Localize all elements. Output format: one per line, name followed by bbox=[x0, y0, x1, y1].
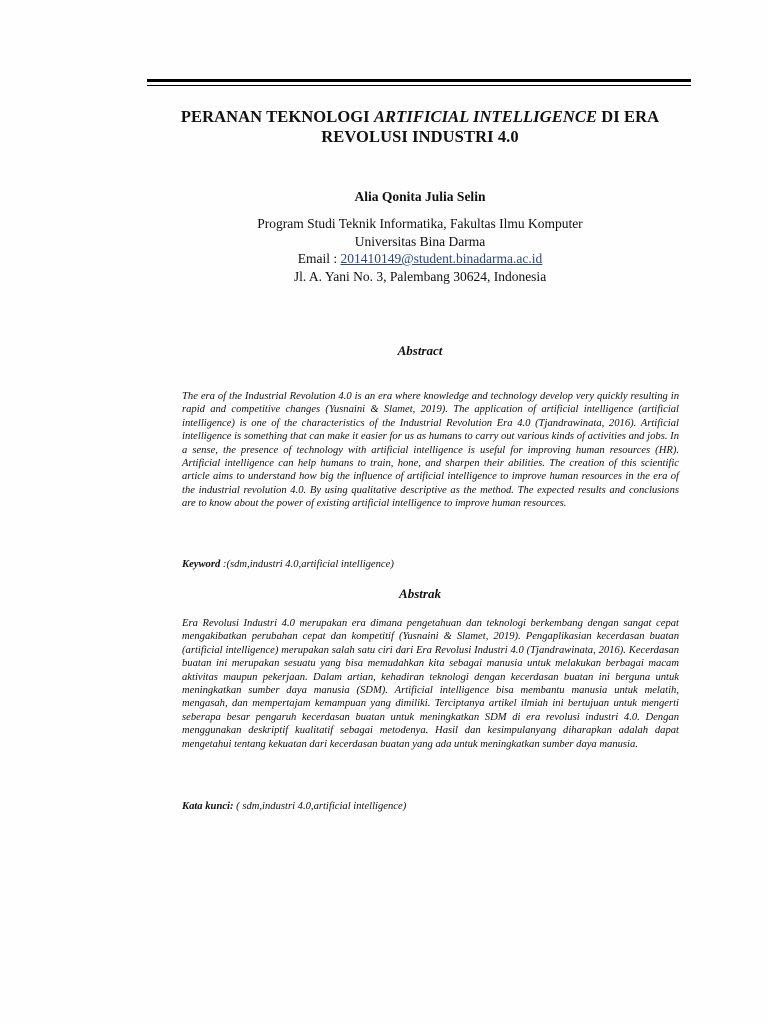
affiliation-block bbox=[150, 215, 690, 285]
abstrak-heading: Abstrak bbox=[399, 586, 441, 601]
title-part-1: PERANAN TEKNOLOGI bbox=[180, 107, 374, 126]
kata-kunci-value: ( sdm,industri 4.0,artificial intelligence) bbox=[233, 801, 407, 812]
affiliation-program: Program Studi Teknik Informatika, Fakultas Ilmu Komputer bbox=[257, 216, 583, 231]
abstract-heading: Abstract bbox=[397, 343, 443, 358]
author-name: Alia Qonita Julia Selin bbox=[354, 189, 486, 204]
affiliation-address: Jl. A. Yani No. 3, Palembang 30624, Indonesia bbox=[293, 268, 547, 284]
title-italic: ARTIFICIAL INTELLIGENCE bbox=[373, 107, 598, 126]
title-line-1 bbox=[150, 107, 690, 127]
email-label: Email : bbox=[297, 251, 341, 266]
kata-kunci-label: Kata kunci: bbox=[182, 801, 234, 812]
keyword-value: :(sdm,industri 4.0,artificial intelligence) bbox=[220, 559, 394, 570]
affiliation-email-line bbox=[150, 250, 690, 268]
title-part-2: DI ERA bbox=[597, 107, 660, 126]
kata-kunci-line bbox=[182, 801, 679, 812]
abstract-text: The era of the Industrial Revolution 4.0 is an era where knowledge and technology develop very quickly resulting in rapid and competitive changes (Yusnaini & Slamet, 2019). The application of artificial intelligence (artificial intelligence) is one of the characteristics of the Industrial Revolution Era 4.0 (Tjandrawinata, 2016). Artificial intelligence is something that can make it easier for us as humans to carry out various kinds of activities and jobs. In a sense, the presence of technology with artificial intelligence is useful for improving human resources (HR). Artificial intelligence can help humans to train, hone, and sharpen their abilities. The creation of this scientific article aims to understand how big the influence of artificial intelligence to improve human resources in the era of the industrial revolution 4.0. By using qualitative descriptive as the method. The expected results and conclusions are to know about the power of existing artificial intelligence to improve human resources. bbox=[182, 391, 679, 510]
header-rule-thick bbox=[147, 79, 691, 82]
header-rule-thin bbox=[147, 85, 691, 86]
paper-title bbox=[150, 107, 690, 147]
email-link[interactable]: 201410149@student.binadarma.ac.id bbox=[340, 251, 543, 266]
keyword-label: Keyword bbox=[182, 559, 221, 570]
affiliation-university: Universitas Bina Darma bbox=[354, 233, 486, 249]
abstrak-text: Era Revolusi Industri 4.0 merupakan era dimana pengetahuan dan teknologi berkembang dengan sangat cepat mengakibatkan perubahan cepat dan kompetitif (Yusnaini & Slamet, 2019). Pengaplikasian kecerdasan buatan (artificial intelligence) merupakan salah satu ciri dari Era Revolusi Industri 4.0 (Tjandrawinata, 2016). Kecerdasan buatan ini merupakan sesuatu yang bisa memudahkan kita sebagai manusia untuk melakukan berbagai macam aktivitas maupun pekerjaan. Dalam artian, kehadiran teknologi dengan kecerdasan buatan ini berguna untuk meningkatkan sumber daya manusia (SDM). Artificial intelligence bisa membantu manusia untuk melatih, mengasah, dan mempertajam kemampuan yang dimiliki. Terciptanya artikel ilmiah ini bertujuan untuk mengerti seberapa besar pengaruh kecerdasan buatan untuk meningkatkan SDM di era revolusi industri 4.0. Dengan menggunakan deskriptif kualitatif sebagai metodenya. Hasil dan kesimpulanyang diharapkan adalah dapat mengetahui tentang kekuatan dari kecerdasan buatan yang ada untuk meningkatkan sumber daya manusia. bbox=[182, 618, 679, 750]
keyword-line bbox=[182, 559, 679, 570]
title-line-2: REVOLUSI INDUSTRI 4.0 bbox=[321, 127, 519, 146]
